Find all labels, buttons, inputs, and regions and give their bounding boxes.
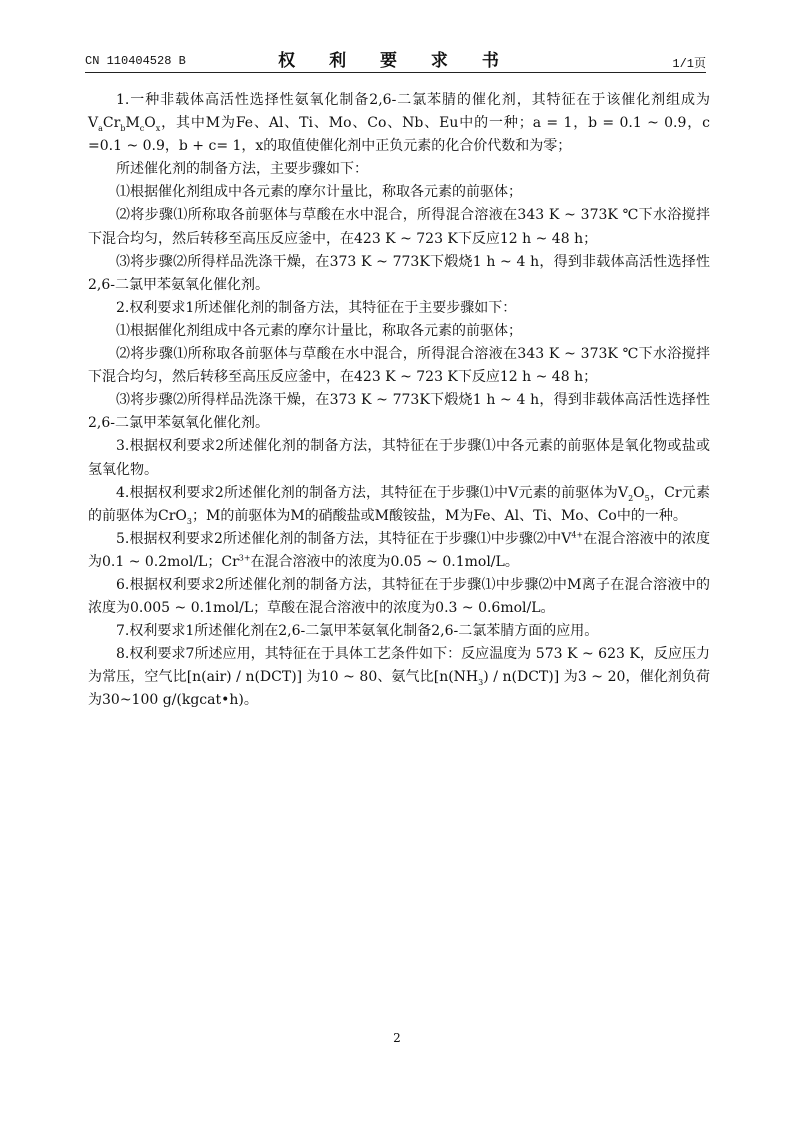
header-rule: [85, 72, 706, 73]
page-label: 1/1页: [672, 57, 706, 71]
claim-3: 3.根据权利要求2所述催化剂的制备方法，其特征在于步骤⑴中各元素的前驱体是氧化物或盐或氢氧化物。: [88, 438, 710, 478]
document-title: 权 利 要 求 书: [278, 51, 513, 71]
catalyst-formula: $V_aCr_bM_cO_x$: [88, 115, 161, 133]
page-number: 2: [393, 1031, 401, 1045]
claim-7: 7.权利要求1所述催化剂在2,6-二氯甲苯氨氧化制备2,6-二氯苯腈方面的应用。: [116, 623, 599, 640]
claim-6: 6.根据权利要求2所述催化剂的制备方法，其特征在于步骤⑴中步骤⑵中M离子在混合溶液中的浓度为0.005 ~ 0.1mol/L；草酸在混合溶液中的浓度为0.3 ~ 0.6mol/L。: [88, 576, 710, 617]
claim-5: 5.根据权利要求2所述催化剂的制备方法，其特征在于步骤⑴中步骤⑵中$V^{4+}$在混合溶液中的浓度为0.1 ~ 0.2mol/L；$Cr^{3+}$在混合溶液中的浓度为0.05 ~ 0.1mol/L。: [88, 530, 711, 570]
claim-4: 4.根据权利要求2所述催化剂的制备方法，其特征在于步骤⑴中V元素的前驱体为$V_2O_5$，Cr元素的前驱体为CrO$_3$；M的前驱体为M的硝酸盐或M酸铵盐，M为Fe、Al、Ti、Mo、Co中的一种。: [88, 484, 710, 526]
claim-2: 2.权利要求1所述催化剂的制备方法，其特征在于主要步骤如下：: [116, 299, 517, 316]
claim-1-step-1: ⑴根据催化剂组成中各元素的摩尔计量比，称取各元素的前驱体；: [116, 184, 522, 201]
claim-1-step-3: ⑶将步骤⑵所得样品洗涤干燥，在373 K ~ 773K下煅烧1 h ~ 4 h，得到非载体高活性选择性2,6-二氯甲苯氨氧化催化剂。: [88, 253, 710, 293]
claim-1-method: 所述催化剂的制备方法，主要步骤如下：: [116, 161, 368, 178]
claim-1: 1.一种非载体高活性选择性氨氧化制备2,6-二氯苯腈的催化剂，其特征在于该催化剂组成为$V_aCr_bM_cO_x$，其中M为Fe、Al、Ti、Mo、Co、Nb、Eu中的一种；a = 1，b = 0.1 ~ 0.9，c =0.1 ~ 0.9，b + c= 1，x的取值使催化剂中正负元素的化合价代数和为零；: [88, 92, 710, 155]
patent-number: CN 110404528 B: [85, 54, 186, 68]
claims-body: [88, 89, 710, 713]
claim-1-step-2: ⑵将步骤⑴所称取各前驱体与草酸在水中混合，所得混合溶液在343 K ~ 373K ℃下水浴搅拌下混合均匀，然后转移至高压反应釜中，在423 K ~ 723 K下反应12 h ~ 48 h；: [88, 207, 710, 247]
claim-2-step-2: ⑵将步骤⑴所称取各前驱体与草酸在水中混合，所得混合溶液在343 K ~ 373K ℃下水浴搅拌下混合均匀，然后转移至高压反应釜中，在423 K ~ 723 K下反应12 h ~ 48 h；: [88, 346, 710, 386]
claim-2-step-3: ⑶将步骤⑵所得样品洗涤干燥，在373 K ~ 773K下煅烧1 h ~ 4 h，得到非载体高活性选择性2,6-二氯甲苯氨氧化催化剂。: [88, 392, 710, 432]
page-header: [85, 46, 706, 70]
claim-2-step-1: ⑴根据催化剂组成中各元素的摩尔计量比，称取各元素的前驱体；: [116, 322, 522, 339]
claim-8: 8.权利要求7所述应用，其特征在于具体工艺条件如下：反应温度为 573 K ~ 623 K，反应压力为常压，空气比[n(air) / n(DCT)] 为10 ~ 80、氨气比$[n(NH_3) / n(DCT)]$ 为3 ~ 20，催化剂负荷为30~100 g/(kgcat•h)。: [88, 646, 710, 709]
